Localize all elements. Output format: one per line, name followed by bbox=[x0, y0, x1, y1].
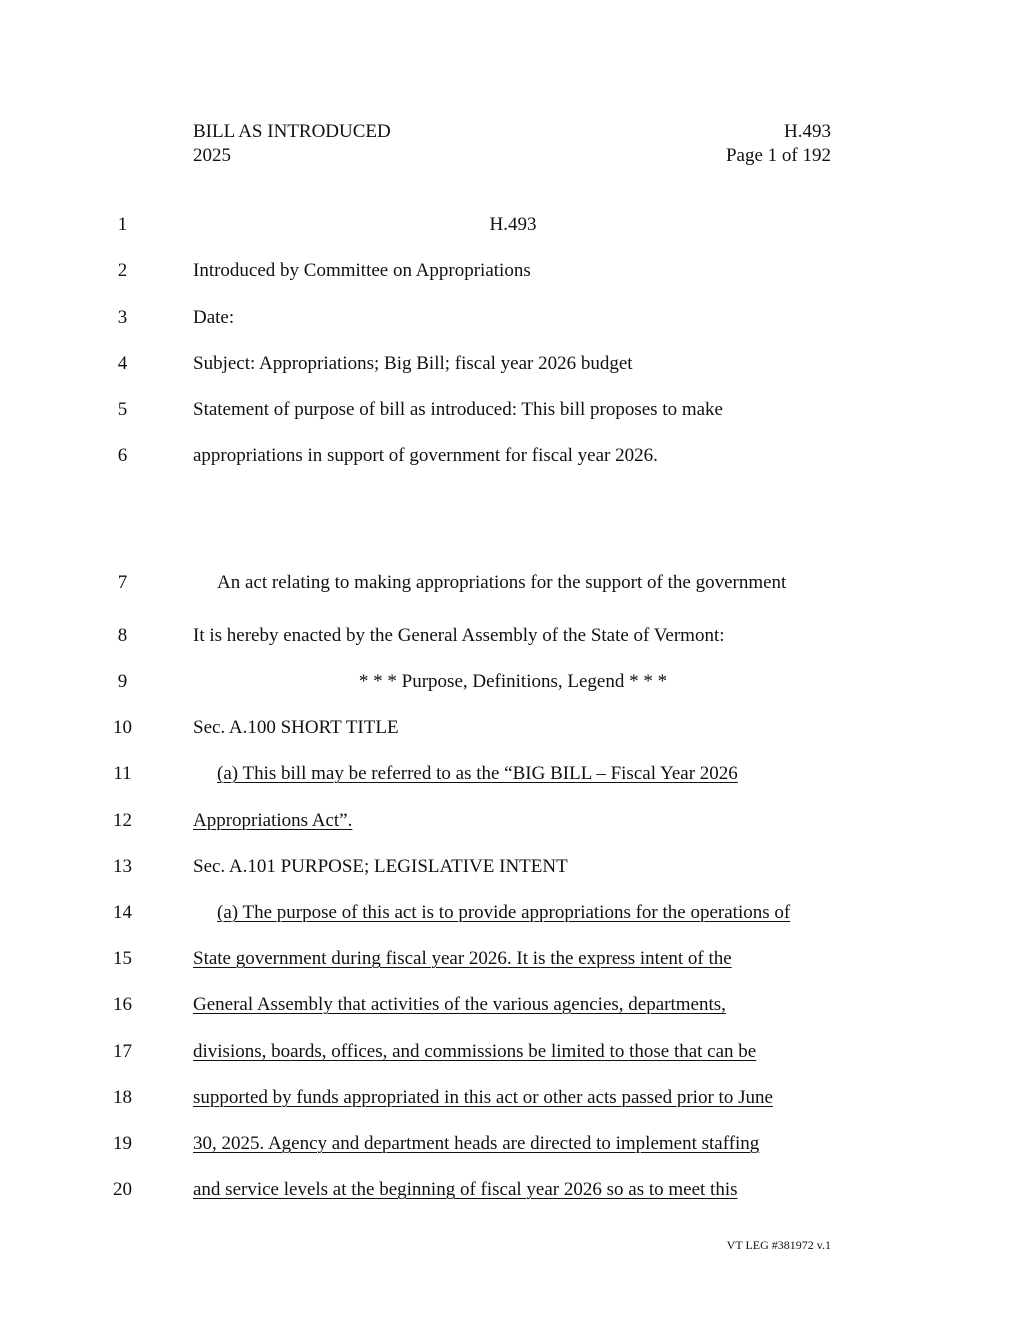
document-id-footer: VT LEG #381972 v.1 bbox=[726, 1238, 831, 1252]
page-header-left bbox=[193, 121, 391, 169]
bill-line bbox=[0, 623, 1024, 649]
line-number: 13 bbox=[113, 856, 132, 877]
line-number: 18 bbox=[113, 1087, 132, 1108]
introduced-by: Introduced by Committee on Appropriations bbox=[193, 260, 531, 281]
bill-line bbox=[0, 1085, 1024, 1111]
line-number: 5 bbox=[117, 399, 128, 420]
underlined-text: (a) The purpose of this act is to provide appropriations for the operations of bbox=[217, 902, 791, 923]
section-text bbox=[193, 808, 833, 834]
line-number: 12 bbox=[113, 810, 132, 831]
header-page-indicator: Page 1 of 192 bbox=[725, 145, 831, 166]
line-number: 4 bbox=[117, 353, 128, 374]
line-number: 15 bbox=[113, 948, 132, 969]
bill-line bbox=[0, 715, 1024, 741]
line-number: 3 bbox=[117, 307, 128, 328]
underlined-text: General Assembly that activities of the various agencies, departments, bbox=[193, 994, 726, 1015]
line-number: 6 bbox=[117, 445, 128, 466]
bill-line bbox=[0, 854, 1024, 880]
bill-line bbox=[0, 305, 1024, 331]
act-title: An act relating to making appropriations for the support of the government bbox=[217, 572, 787, 593]
header-year: 2025 bbox=[193, 145, 231, 166]
underlined-text: 30, 2025. Agency and department heads are directed to implement staffing bbox=[193, 1133, 760, 1154]
section-text bbox=[193, 761, 833, 787]
subject-line: Subject: Appropriations; Big Bill; fiscal year 2026 budget bbox=[193, 353, 633, 374]
bill-number-title: H.493 bbox=[489, 214, 537, 235]
bill-line bbox=[0, 570, 1024, 596]
line-number: 16 bbox=[113, 994, 132, 1015]
header-bill-number: H.493 bbox=[784, 121, 831, 142]
underlined-text: and service levels at the beginning of fiscal year 2026 so as to meet this bbox=[193, 1179, 738, 1200]
section-text bbox=[193, 946, 833, 972]
underlined-text: (a) This bill may be referred to as the “BIG BILL – Fiscal Year 2026 bbox=[217, 763, 738, 784]
underlined-text: supported by funds appropriated in this act or other acts passed prior to June bbox=[193, 1087, 773, 1108]
section-text bbox=[193, 1177, 833, 1203]
date-label: Date: bbox=[193, 307, 235, 328]
bill-line bbox=[0, 900, 1024, 926]
section-heading: Sec. A.101 PURPOSE; LEGISLATIVE INTENT bbox=[193, 856, 568, 877]
bill-line bbox=[0, 212, 1024, 238]
line-number: 2 bbox=[117, 260, 128, 281]
underlined-text: State government during fiscal year 2026. It is the express intent of the bbox=[193, 948, 732, 969]
section-text bbox=[193, 992, 833, 1018]
line-number: 19 bbox=[113, 1133, 132, 1154]
line-number: 1 bbox=[117, 214, 128, 235]
underlined-text: divisions, boards, offices, and commissions be limited to those that can be bbox=[193, 1041, 757, 1062]
statement-of-purpose: Statement of purpose of bill as introduced: This bill proposes to make bbox=[193, 399, 723, 420]
bill-line bbox=[0, 443, 1024, 469]
line-number: 17 bbox=[113, 1041, 132, 1062]
bill-line bbox=[0, 808, 1024, 834]
line-number: 11 bbox=[113, 763, 132, 784]
bill-line bbox=[0, 1039, 1024, 1065]
line-number: 10 bbox=[113, 717, 132, 738]
line-number: 9 bbox=[117, 671, 128, 692]
section-text bbox=[193, 1131, 833, 1157]
bill-line bbox=[0, 397, 1024, 423]
page-header-right bbox=[726, 121, 831, 169]
bill-line bbox=[0, 1177, 1024, 1203]
section-text bbox=[193, 1039, 833, 1065]
bill-line bbox=[0, 992, 1024, 1018]
bill-line bbox=[0, 1131, 1024, 1157]
line-number: 8 bbox=[117, 625, 128, 646]
bill-line bbox=[0, 258, 1024, 284]
section-heading: Sec. A.100 SHORT TITLE bbox=[193, 717, 399, 738]
bill-line bbox=[0, 946, 1024, 972]
section-text bbox=[193, 1085, 833, 1111]
underlined-text: Appropriations Act”. bbox=[193, 810, 353, 831]
line-number: 7 bbox=[117, 572, 128, 593]
bill-line bbox=[0, 351, 1024, 377]
line-number: 14 bbox=[113, 902, 132, 923]
bill-line bbox=[0, 669, 1024, 695]
enacting-clause: It is hereby enacted by the General Assembly of the State of Vermont: bbox=[193, 625, 725, 646]
section-divider-heading: * * * Purpose, Definitions, Legend * * * bbox=[358, 671, 668, 692]
statement-of-purpose-cont: appropriations in support of government for fiscal year 2026. bbox=[193, 445, 658, 466]
line-number: 20 bbox=[113, 1179, 132, 1200]
header-title: BILL AS INTRODUCED bbox=[193, 121, 391, 142]
section-text bbox=[193, 900, 833, 926]
bill-line bbox=[0, 761, 1024, 787]
